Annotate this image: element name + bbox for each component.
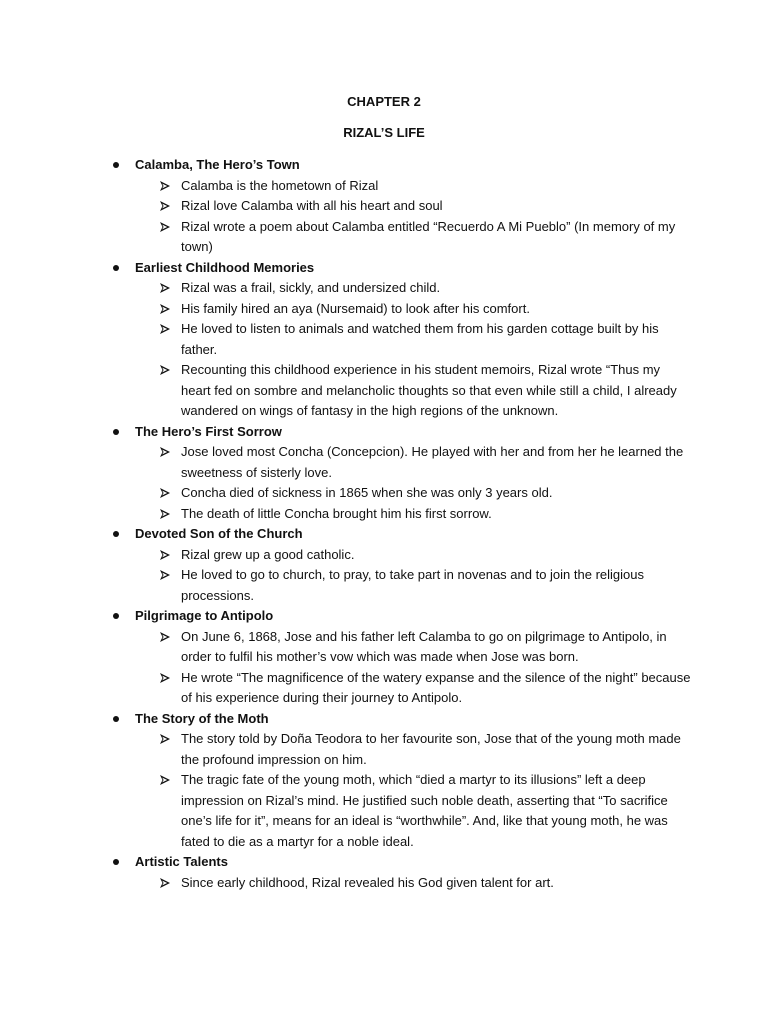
arrowhead-bullet-icon bbox=[159, 733, 171, 745]
sub-point-text: Calamba is the hometown of Rizal bbox=[181, 177, 379, 193]
section-heading-text: Devoted Son of the Church bbox=[135, 526, 303, 541]
outline-section bbox=[0, 606, 768, 709]
arrowhead-bullet-icon bbox=[159, 569, 171, 581]
sub-point bbox=[0, 729, 691, 770]
arrowhead-bullet-icon bbox=[159, 303, 171, 315]
sub-point-text: Rizal wrote a poem about Calamba entitled “Recuerdo A Mi Pueblo” (In memory of my town) bbox=[181, 218, 676, 254]
topic-outline bbox=[0, 155, 768, 893]
chapter-number: CHAPTER 2 bbox=[347, 94, 421, 109]
bullet-dot-icon bbox=[113, 531, 119, 537]
sub-point bbox=[0, 483, 691, 504]
sub-point-text: Rizal was a frail, sickly, and undersized child. bbox=[181, 280, 441, 295]
outline-section bbox=[0, 422, 768, 525]
sub-point-text: Jose loved most Concha (Concepcion). He played with her and from her he learned the sweetness of sisterly love. bbox=[181, 444, 684, 480]
outline-section bbox=[0, 524, 768, 606]
sub-point bbox=[0, 176, 691, 197]
arrowhead-bullet-icon bbox=[159, 508, 171, 520]
sub-point bbox=[0, 504, 691, 525]
section-heading bbox=[0, 524, 768, 545]
arrowhead-bullet-icon bbox=[159, 549, 171, 561]
section-heading bbox=[0, 422, 768, 443]
section-heading bbox=[0, 852, 768, 873]
arrowhead-bullet-icon bbox=[159, 446, 171, 458]
sub-point bbox=[0, 278, 691, 299]
bullet-dot-icon bbox=[113, 859, 119, 865]
bullet-dot-icon bbox=[113, 265, 119, 271]
bullet-dot-icon bbox=[113, 162, 119, 168]
sub-point-text: Since early childhood, Rizal revealed his God given talent for art. bbox=[181, 874, 554, 890]
section-heading-text: The Story of the Moth bbox=[135, 710, 269, 726]
section-heading bbox=[0, 709, 768, 730]
outline-section bbox=[0, 258, 768, 422]
sub-point-text: Concha died of sickness in 1865 when she was only 3 years old. bbox=[181, 485, 553, 500]
sub-point-text: He loved to listen to animals and watched them from his garden cottage built by his father. bbox=[181, 321, 659, 357]
section-heading bbox=[0, 155, 768, 176]
arrowhead-bullet-icon bbox=[159, 200, 171, 212]
sub-point-text: His family hired an aya (Nursemaid) to look after his comfort. bbox=[181, 300, 530, 316]
arrowhead-bullet-icon bbox=[159, 180, 171, 192]
sub-point-text: Recounting this childhood experience in his student memoirs, Rizal wrote “Thus my heart fed on sombre and melancholic thoughts so that even while still a child, I already wandered on wings of fantasy in the high regions of the unknown. bbox=[181, 362, 677, 418]
sub-point bbox=[0, 565, 691, 606]
outline-section bbox=[0, 709, 768, 853]
sub-point bbox=[0, 319, 691, 360]
sub-point bbox=[0, 299, 691, 320]
sub-point bbox=[0, 627, 691, 668]
arrowhead-bullet-icon bbox=[159, 774, 171, 786]
sub-point bbox=[0, 360, 691, 422]
arrowhead-bullet-icon bbox=[159, 672, 171, 684]
section-heading-text: Earliest Childhood Memories bbox=[135, 259, 315, 275]
sub-point bbox=[0, 873, 691, 894]
chapter-title: RIZAL’S LIFE bbox=[343, 125, 425, 140]
sub-point-text: The story told by Doña Teodora to her favourite son, Jose that of the young moth made the profound impression on him. bbox=[181, 731, 681, 767]
sub-point bbox=[0, 196, 691, 217]
arrowhead-bullet-icon bbox=[159, 487, 171, 499]
section-heading bbox=[0, 606, 768, 627]
outline-section bbox=[0, 155, 768, 258]
arrowhead-bullet-icon bbox=[159, 631, 171, 643]
sub-point-text: He wrote “The magnificence of the watery expanse and the silence of the night” because of his experience during their journey to Antipolo. bbox=[181, 669, 691, 705]
section-heading-text: Pilgrimage to Antipolo bbox=[135, 608, 274, 623]
section-heading-text: The Hero’s First Sorrow bbox=[135, 423, 282, 439]
sub-point bbox=[0, 442, 691, 483]
section-heading-text: Calamba, The Hero’s Town bbox=[135, 157, 300, 172]
bullet-dot-icon bbox=[113, 716, 119, 722]
sub-point-text: Rizal grew up a good catholic. bbox=[181, 546, 355, 562]
sub-point-text: He loved to go to church, to pray, to take part in novenas and to join the religious processions. bbox=[181, 567, 644, 603]
sub-point-text: Rizal love Calamba with all his heart and soul bbox=[181, 198, 443, 213]
section-heading-text: Artistic Talents bbox=[135, 854, 228, 869]
sub-point-text: The tragic fate of the young moth, which “died a martyr to its illusions” left a deep impression on Rizal’s mind. He justified such noble death, asserting that “To sacrifice one’s life for it”, means for an ideal is “worthwhile”. And, like that young moth, he was fated to die as a martyr for a noble ideal. bbox=[181, 772, 668, 849]
arrowhead-bullet-icon bbox=[159, 221, 171, 233]
arrowhead-bullet-icon bbox=[159, 877, 171, 889]
bullet-dot-icon bbox=[113, 429, 119, 435]
sub-point-text: On June 6, 1868, Jose and his father left Calamba to go on pilgrimage to Antipolo, in order to fulfil his mother’s vow which was made when Jose was born. bbox=[181, 628, 667, 664]
bullet-dot-icon bbox=[113, 613, 119, 619]
sub-point bbox=[0, 545, 691, 566]
sub-point-text: The death of little Concha brought him his first sorrow. bbox=[181, 505, 492, 521]
outline-section bbox=[0, 852, 768, 893]
sub-point bbox=[0, 217, 691, 258]
arrowhead-bullet-icon bbox=[159, 364, 171, 376]
arrowhead-bullet-icon bbox=[159, 282, 171, 294]
section-heading bbox=[0, 258, 768, 279]
arrowhead-bullet-icon bbox=[159, 323, 171, 335]
sub-point bbox=[0, 668, 691, 709]
sub-point bbox=[0, 770, 691, 852]
